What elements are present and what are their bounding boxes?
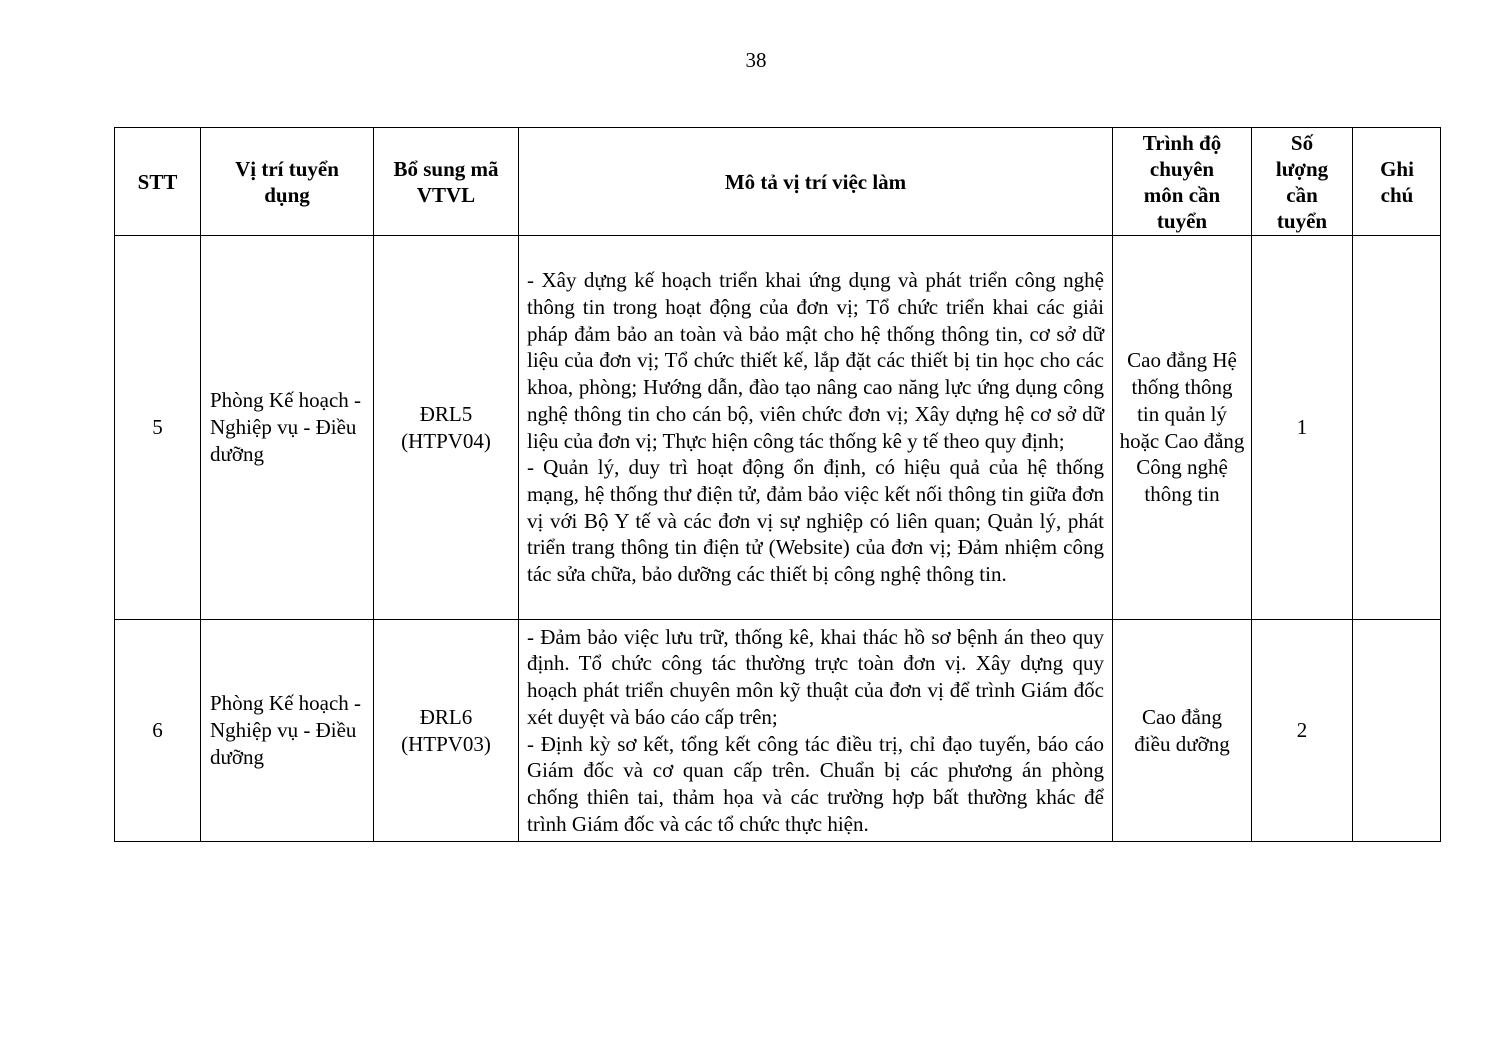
page-number: 38	[745, 48, 767, 72]
cell-note	[1353, 620, 1441, 842]
header-description: Mô tả vị trí việc làm	[519, 128, 1113, 236]
table-row	[115, 620, 1441, 842]
recruitment-table	[114, 127, 1441, 842]
description-paragraph: - Xây dựng kế hoạch triển khai ứng dụng và phát triển công nghệ thông tin trong hoạt động của đơn vị; Tổ chức triển khai các giải pháp đảm bảo an toàn và bảo mật cho hệ thống thông tin, cơ sở dữ liệu của đơn vị; Tổ chức thiết kế, lắp đặt các thiết bị tin học cho các khoa, phòng; Hướng dẫn, đào tạo nâng cao năng lực ứng dụng công nghệ thông tin cho cán bộ, viên chức đơn vị; Xây dựng hệ cơ sở dữ liệu của đơn vị; Thực hiện công tác thống kê y tế theo quy định;	[527, 268, 1104, 453]
cell-code: ĐRL5 (HTPV04)	[374, 236, 519, 620]
cell-stt: 6	[115, 620, 201, 842]
description-paragraph: - Định kỳ sơ kết, tổng kết công tác điều trị, chỉ đạo tuyến, báo cáo Giám đốc và cơ quan cấp trên. Chuẩn bị các phương án phòng chống thiên tai, thảm họa và các trường hợp bất thường khác để trình Giám đốc và các tổ chức thực hiện.	[527, 731, 1104, 836]
header-quantity: Số lượng cần tuyển	[1252, 128, 1353, 236]
cell-description	[519, 620, 1113, 842]
table-row	[115, 236, 1441, 620]
description-paragraph: - Quản lý, duy trì hoạt động ổn định, có hiệu quả của hệ thống mạng, hệ thống thư điện tử, đảm bảo việc kết nối thông tin giữa đơn vị với Bộ Y tế và các đơn vị sự nghiệp có liên quan; Quản lý, phát triển trang thông tin điện tử (Website) của đơn vị; Đảm nhiệm công tác sửa chữa, bảo dưỡng các thiết bị công nghệ thông tin.	[527, 455, 1104, 587]
cell-qualification: Cao đẳng Hệ thống thông tin quản lý hoặc Cao đẳng Công nghệ thông tin	[1113, 236, 1252, 620]
header-note: Ghi chú	[1353, 128, 1441, 236]
cell-stt: 5	[115, 236, 201, 620]
cell-code: ĐRL6 (HTPV03)	[374, 620, 519, 842]
cell-qualification: Cao đẳng điều dưỡng	[1113, 620, 1252, 842]
cell-position: Phòng Kế hoạch - Nghiệp vụ - Điều dưỡng	[201, 620, 374, 842]
header-qualification: Trình độ chuyên môn cần tuyển	[1113, 128, 1252, 236]
cell-quantity: 2	[1252, 620, 1353, 842]
description-paragraph: - Đảm bảo việc lưu trữ, thống kê, khai thác hồ sơ bệnh án theo quy định. Tổ chức công tác thường trực toàn đơn vị. Xây dựng quy hoạch phát triển chuyên môn kỹ thuật của đơn vị để trình Giám đốc xét duyệt và báo cáo cấp trên;	[527, 624, 1104, 729]
cell-quantity: 1	[1252, 236, 1353, 620]
cell-description	[519, 236, 1113, 620]
cell-note	[1353, 236, 1441, 620]
header-position: Vị trí tuyển dụng	[201, 128, 374, 236]
header-code: Bổ sung mã VTVL	[374, 128, 519, 236]
cell-position: Phòng Kế hoạch - Nghiệp vụ - Điều dưỡng	[201, 236, 374, 620]
header-stt: STT	[115, 128, 201, 236]
table-header-row	[115, 128, 1441, 236]
